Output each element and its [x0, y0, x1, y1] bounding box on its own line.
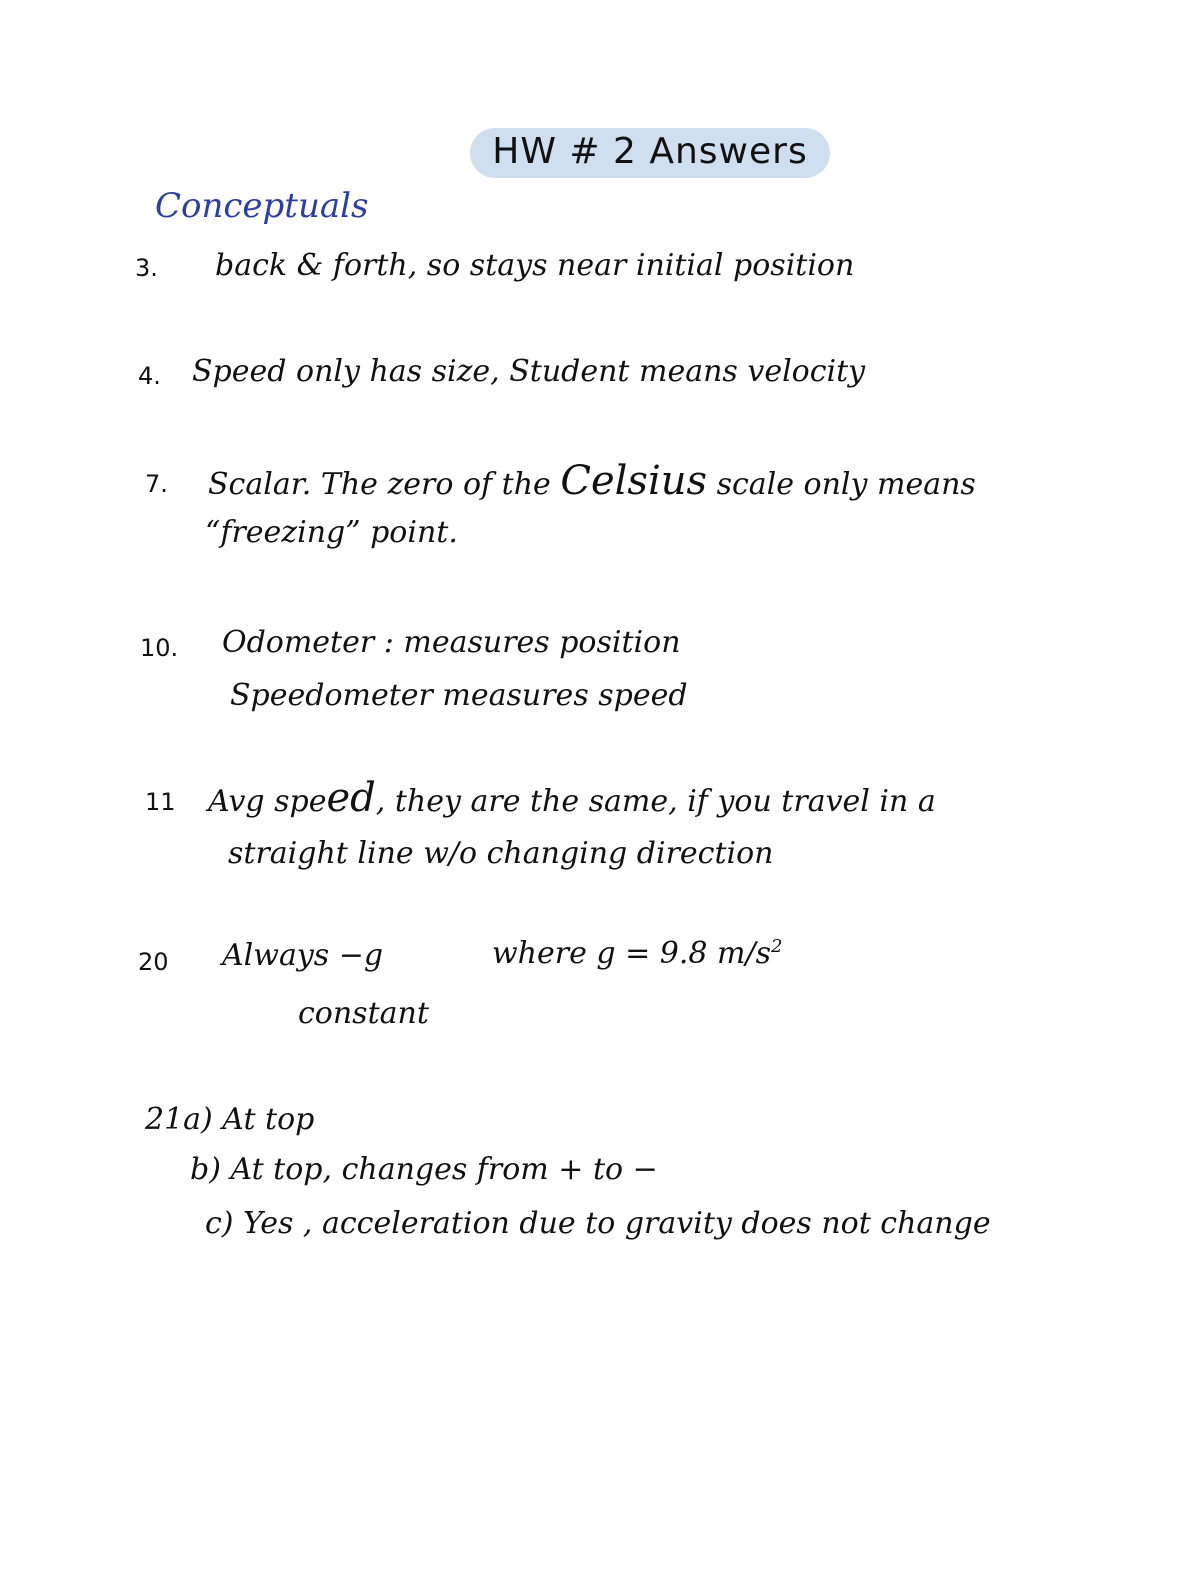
answer-21b: b) At top, changes from + to −: [190, 1152, 658, 1187]
answer-10-number: 10.: [140, 634, 179, 662]
answer-11-line-1: [208, 775, 936, 821]
answer-20-formula: [492, 936, 782, 971]
answer-4-number: 4.: [138, 362, 161, 390]
answer-11-number: 11: [145, 788, 176, 816]
answer-7-line-2: “freezing” point.: [205, 515, 458, 550]
answer-20-number: 20: [138, 948, 169, 976]
answer-10-line-1: Odometer : measures position: [222, 625, 681, 660]
answer-7-number: 7.: [145, 470, 168, 498]
section-heading: Conceptuals: [155, 186, 369, 226]
answer-7-celsius: Celsius: [560, 458, 708, 504]
answer-21a: 21a) At top: [145, 1102, 315, 1137]
answer-20-always: Always −g: [222, 938, 384, 973]
title-highlight: [470, 128, 830, 178]
answer-11-part-a: Avg spe: [208, 784, 327, 819]
answer-4-text: Speed only has size, Student means velocity: [192, 354, 866, 389]
answer-11-part-b: ed: [326, 775, 376, 821]
answer-7-line-1: [208, 458, 976, 504]
answer-7-part-c: scale only means: [716, 467, 976, 502]
answer-11-line-2: straight line w/o changing direction: [228, 836, 774, 871]
page-title: HW # 2 Answers: [492, 131, 808, 172]
answer-20-line-2: constant: [298, 996, 429, 1031]
answer-21c: c) Yes , acceleration due to gravity does not change: [205, 1206, 991, 1241]
answer-3-number: 3.: [135, 254, 158, 282]
answer-20-formula-text: where g = 9.8 m/s: [492, 936, 771, 971]
answer-10-line-2: Speedometer measures speed: [230, 678, 688, 713]
answer-3-text: back & forth, so stays near initial position: [215, 248, 855, 283]
answer-7-part-a: Scalar. The zero of the: [208, 467, 551, 502]
answer-11-part-c: , they are the same, if you travel in a: [375, 784, 936, 819]
answer-20-exponent: 2: [771, 936, 783, 957]
